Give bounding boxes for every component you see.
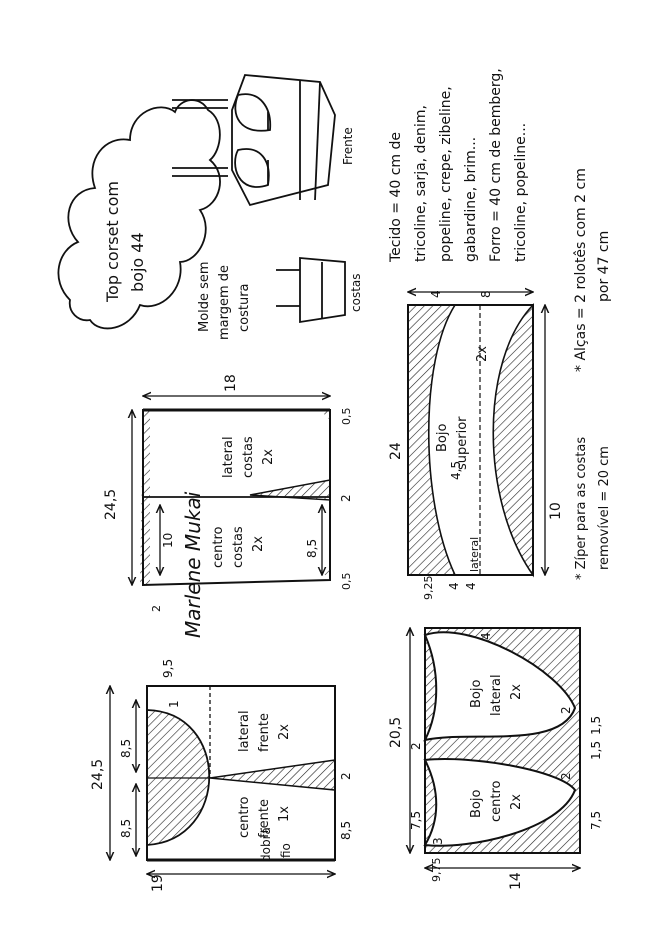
title-line2: bojo 44 — [128, 232, 147, 292]
upper-cup-top-mark: 4 — [429, 290, 443, 298]
svg-text:2x: 2x — [251, 536, 266, 552]
corset-back-sketch — [276, 258, 345, 322]
lower-cups-n3: 3 — [431, 837, 445, 845]
svg-text:costas: costas — [231, 526, 246, 568]
front-right-seg-label: 8,5 — [339, 820, 353, 840]
fabric-line3: popeline, crepe, zibeline, — [438, 86, 454, 262]
svg-text:1x: 1x — [277, 806, 292, 822]
back-dart-label: 2 — [339, 494, 353, 502]
svg-text:superior: superior — [455, 416, 470, 470]
sketch-front-label: Frente — [341, 127, 355, 165]
upper-cup-low-mark1: 4 — [447, 582, 461, 590]
back-lateral-label — [221, 436, 276, 478]
cloud-outline — [58, 100, 220, 328]
back-height-label: 18 — [223, 374, 239, 392]
lower-cups-mid-right: 1,5 — [589, 740, 603, 760]
zipper-note — [574, 437, 612, 580]
back-center-dim-label: 10 — [161, 532, 175, 548]
svg-text:2x: 2x — [509, 794, 524, 810]
upper-cup-height-label: 10 — [548, 502, 564, 520]
upper-cup-width-label: 24 — [388, 442, 404, 460]
fabric-line6: tricoline, popeline... — [513, 122, 529, 262]
back-bottom-small-label: 2 — [150, 605, 163, 612]
svg-text:frente: frente — [257, 799, 272, 838]
fabric-notes — [388, 68, 529, 263]
svg-text:2x: 2x — [261, 449, 276, 465]
front-top-left-label: 9,5 — [161, 658, 175, 678]
front-seg2-label: 8,5 — [119, 818, 133, 838]
svg-text:centro: centro — [489, 780, 504, 822]
corset-front-sketch — [172, 75, 335, 205]
mold-note-line3: costura — [237, 283, 252, 332]
lower-cups-width-label: 20,5 — [388, 716, 404, 748]
front-height-label: 19 — [150, 874, 166, 892]
lower-cups-top-right: 1,5 — [589, 715, 603, 735]
front-dart-label: 2 — [339, 772, 353, 780]
back-side-dim-label: 8,5 — [305, 538, 319, 558]
title-line1: Top corset com — [103, 181, 122, 302]
svg-text:2x: 2x — [277, 724, 292, 740]
svg-text:dobra: dobra — [259, 827, 273, 862]
front-seg1-label: 8,5 — [119, 738, 133, 758]
front-width-label: 24,5 — [90, 758, 106, 790]
zipper-note-line1: * Zíper para as costas — [574, 436, 589, 580]
fabric-line2: tricoline, sarja, denim, — [413, 105, 429, 262]
front-small-label: 1 — [167, 700, 181, 708]
svg-text:costas: costas — [241, 436, 256, 478]
svg-text:lateral: lateral — [221, 436, 236, 478]
mold-note-line2: margem de — [217, 264, 232, 340]
lower-cups-n4: 4 — [479, 632, 493, 640]
svg-text:lateral: lateral — [237, 710, 252, 752]
fabric-line1: Tecido = 40 cm de — [388, 131, 404, 262]
lower-cups-bottom-mark: 9,75 — [430, 857, 443, 882]
lower-cups-n2b: 2 — [559, 772, 573, 780]
upper-cup-label — [435, 346, 490, 470]
lower-cups-side-right: 7,5 — [589, 810, 603, 830]
upper-cup-pattern — [408, 305, 533, 575]
svg-text:frente: frente — [257, 713, 272, 752]
strap-note-line1: * Alças = 2 rolotês com 2 cm — [573, 168, 589, 372]
fabric-line5: Forro = 40 cm de bemberg, — [488, 68, 504, 262]
sketch-back-label: costas — [349, 273, 363, 312]
back-corner-bottom-label: 0,5 — [340, 572, 353, 590]
signature: Marlene Mukai — [181, 491, 205, 638]
back-width-label: 24,5 — [103, 488, 119, 520]
svg-text:fio: fio — [279, 843, 293, 858]
svg-text:centro: centro — [211, 526, 226, 568]
svg-text:Bojo: Bojo — [469, 679, 484, 708]
zipper-note-line2: removível = 20 cm — [597, 446, 612, 570]
lower-cups-mid-left: 2 — [409, 742, 423, 750]
mold-note-line1: Molde sem — [197, 261, 212, 332]
svg-text:Bojo: Bojo — [469, 789, 484, 818]
svg-text:Bojo: Bojo — [435, 423, 450, 452]
svg-text:2x: 2x — [475, 346, 490, 362]
mold-note — [197, 261, 252, 340]
front-center-label — [237, 796, 292, 838]
upper-cup-low-mark2: 4 — [464, 582, 478, 590]
title-cloud — [58, 100, 220, 328]
upper-cup-mid-mark: 4,5 — [449, 460, 463, 480]
upper-cup-right-mark: 8 — [479, 290, 493, 298]
fabric-line4: gabardine, brim... — [463, 136, 479, 262]
front-lateral-label — [237, 710, 292, 752]
lower-cups-n2a: 2 — [559, 706, 573, 714]
back-center-label — [211, 526, 266, 568]
strap-note-line2: por 47 cm — [596, 230, 612, 302]
upper-cup-low-mark3: 9,25 — [422, 575, 435, 600]
upper-cup-lateral-label: lateral — [468, 536, 481, 572]
svg-text:2x: 2x — [509, 684, 524, 700]
svg-text:lateral: lateral — [489, 674, 504, 716]
lower-cups-side-left: 7,5 — [409, 810, 423, 830]
back-corner-top-label: 0,5 — [340, 407, 353, 425]
svg-text:centro: centro — [237, 796, 252, 838]
lower-cups-height-label: 14 — [508, 872, 524, 890]
strap-note — [573, 168, 612, 372]
